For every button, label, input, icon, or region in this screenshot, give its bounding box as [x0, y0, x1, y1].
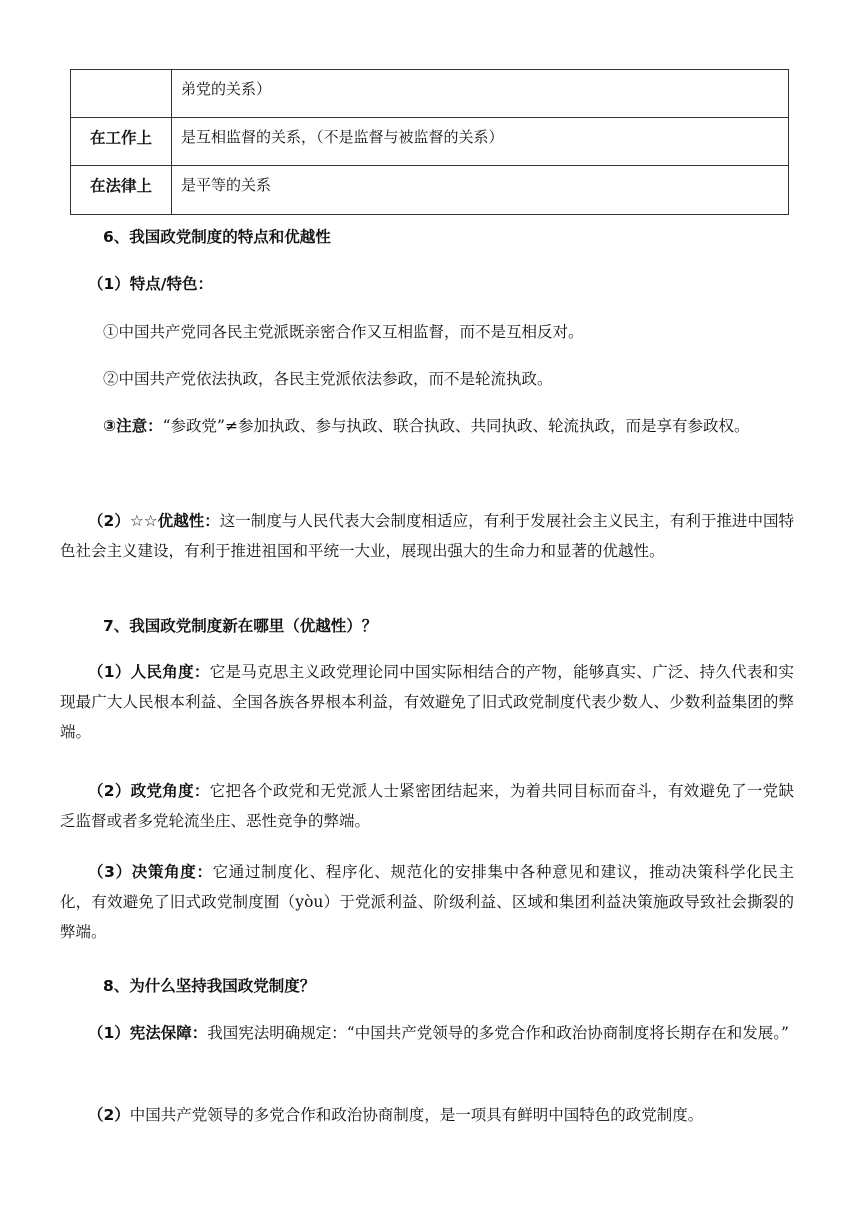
s6-item-2: ②中国共产党依法执政，各民主党派依法参政，而不是轮流执政。 [103, 370, 553, 388]
s7-decision-text: 它通过制度化、程序化、规范化的安排集中各种意见和建议，推动决策科学化民主化，有效避免了旧式政党制度囿（yòu）于党派利益、阶级利益、区域和集团利益决策施政导致社会撕裂的弊端。 [60, 863, 794, 941]
s7-decision-paragraph [60, 857, 794, 947]
s7-party-paragraph [60, 776, 794, 836]
section-8-heading: 8、为什么坚持我国政党制度？ [103, 977, 316, 995]
s8-constitution-paragraph [60, 1018, 794, 1048]
s8-system-paragraph [60, 1100, 794, 1130]
s6-feature-label: （1）特点/特色： [88, 275, 213, 293]
row-content: 弟党的关系） [172, 70, 789, 118]
s8-constitution-text: 我国宪法明确规定：“中国共产党领导的多党合作和政治协商制度将长期存在和发展。” [207, 1024, 789, 1042]
s7-people-label: （1）人民角度： [88, 663, 210, 681]
s8-constitution-label: （1）宪法保障： [88, 1024, 208, 1042]
s6-advantage-text: 这一制度与人民代表大会制度相适应，有利于发展社会主义民主，有利于推进中国特色社会主义建设，有利于推进祖国和平统一大业，展现出强大的生命力和显著的优越性。 [60, 512, 794, 560]
table-row [71, 118, 789, 166]
s7-people-text: 它是马克思主义政党理论同中国实际相结合的产物，能够真实、广泛、持久代表和实现最广大人民根本利益、全国各族各界根本利益，有效避免了旧式政党制度代表少数人、少数利益集团的弊端。 [60, 663, 794, 741]
s6-item-3-text: “参政党”≠参加执政、参与执政、联合执政、共同执政、轮流执政，而是享有参政权。 [162, 417, 750, 435]
s6-item-1: ①中国共产党同各民主党派既亲密合作又互相监督，而不是互相反对。 [103, 323, 584, 341]
row-content: 是互相监督的关系，（不是监督与被监督的关系） [172, 118, 789, 166]
s6-advantage-label: （2）☆☆优越性： [88, 512, 220, 530]
s7-decision-label: （3）决策角度： [88, 863, 213, 881]
section-7-heading: 7、我国政党制度新在哪里（优越性）？ [103, 617, 378, 635]
s6-advantage-paragraph [60, 506, 794, 566]
s7-party-label: （2）政党角度： [88, 782, 210, 800]
table-row [71, 70, 789, 118]
section-6-heading: 6、我国政党制度的特点和优越性 [103, 228, 331, 246]
s8-system-text: 中国共产党领导的多党合作和政治协商制度，是一项具有鲜明中国特色的政党制度。 [129, 1106, 704, 1124]
s8-system-label: （2） [88, 1106, 130, 1124]
row-header [71, 70, 172, 118]
s6-feature-paragraph [60, 269, 794, 299]
relations-table [70, 69, 789, 215]
row-header: 在工作上 [71, 118, 172, 166]
s6-item-3 [60, 411, 794, 441]
row-content: 是平等的关系 [172, 166, 789, 215]
row-header: 在法律上 [71, 166, 172, 215]
s7-party-text: 它把各个政党和无党派人士紧密团结起来，为着共同目标而奋斗，有效避免了一党缺乏监督或者多党轮流坐庄、恶性竞争的弊端。 [60, 782, 794, 830]
table-row [71, 166, 789, 215]
s6-item-3-label: ③注意： [103, 417, 163, 435]
s7-people-paragraph [60, 657, 794, 747]
